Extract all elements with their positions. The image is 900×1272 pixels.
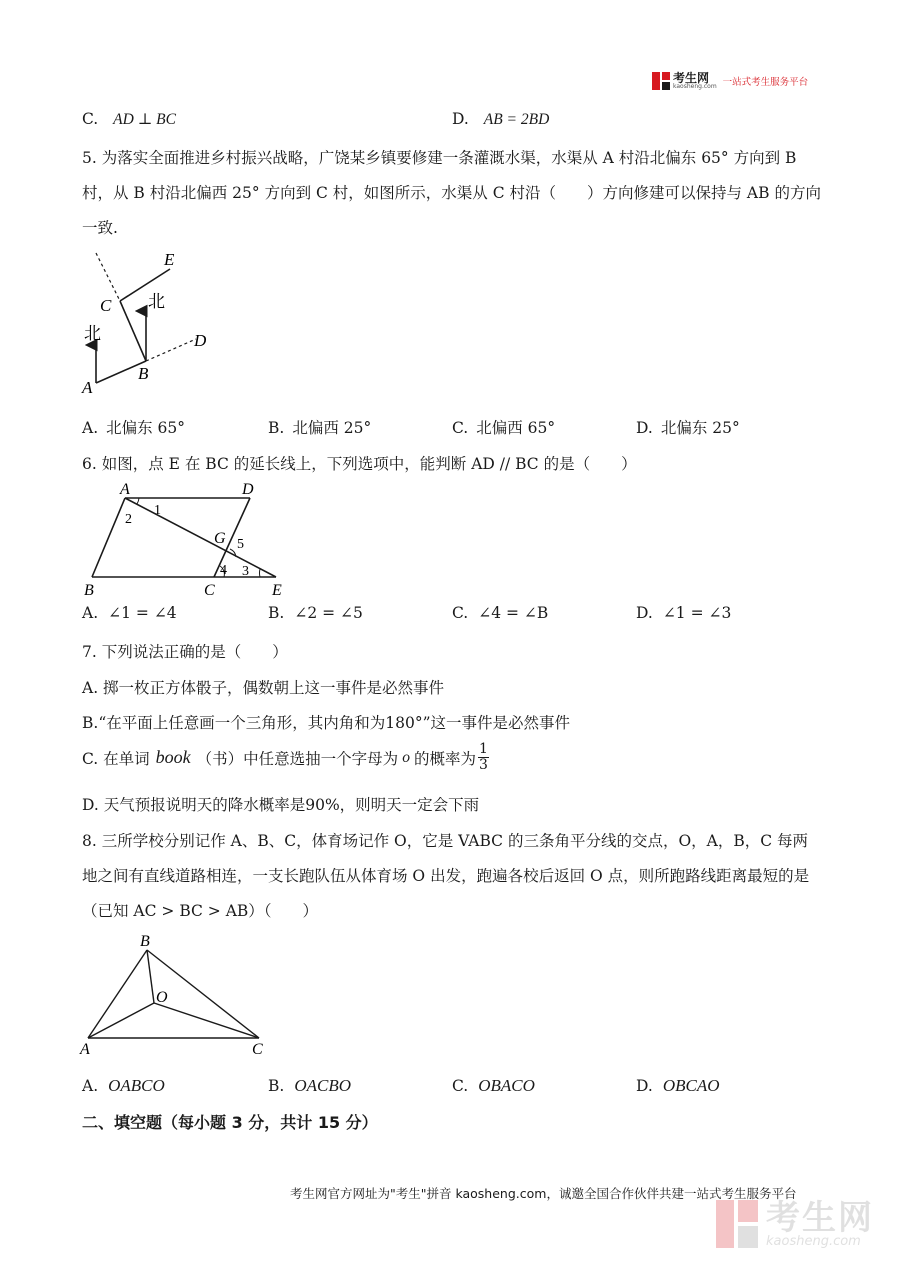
q7-option-b: B.“在平面上任意画一个三角形，其内角和为180°”这一事件是必然事件	[82, 714, 571, 732]
q5-label-b: B	[138, 364, 149, 383]
q6-option-b: B. ∠2 = ∠5	[268, 604, 363, 622]
q6-angle-arc-3	[259, 569, 260, 577]
q8-label-c: C	[252, 1041, 263, 1058]
logo-slogan: 一站式考生服务平台	[722, 77, 809, 88]
q5-stem-line2: 村，从 B 村沿北偏西 25° 方向到 C 村，如图所示，水渠从 C 村沿（ ）方向修建可以保持与 AB 的方向	[82, 184, 821, 202]
q5-stem-line1: 5. 为落实全面推进乡村振兴战略，广饶某乡镇要修建一条灌溉水渠，水渠从 A 村沿北偏东 65° 方向到 B	[82, 149, 797, 167]
q8-line-ab	[88, 950, 147, 1038]
q6-label-1: 1	[154, 503, 161, 518]
q6-label-d: D	[242, 481, 254, 498]
q4-option-c: C. AD ⊥ BC	[82, 110, 176, 128]
q6-option-d: D. ∠1 = ∠3	[636, 604, 732, 622]
footer-text: 考生网官方网址为"考生"拼音 kaosheng.com，诚邀全国合作伙伴共建一站式考生服务平台	[290, 1186, 797, 1201]
q6-line-ae	[125, 498, 276, 577]
logo-domain: kaosheng.com	[673, 83, 717, 90]
q8-option-a: A. OABCO	[82, 1076, 165, 1095]
q8-label-a: A	[80, 1041, 90, 1058]
q5-option-d: D. 北偏东 25°	[636, 419, 740, 437]
q5-label-north-b: 北	[148, 292, 165, 311]
q8-stem-line1: 8. 三所学校分别记作 A、B、C，体育场记作 O，它是 VABC 的三条角平分线的交点，O，A，B，C 每两	[82, 832, 809, 850]
q5-label-north-a: 北	[84, 324, 101, 343]
watermark-logo: 考生网 kaosheng.com	[716, 1200, 874, 1248]
q8-line-ob	[147, 950, 154, 1003]
q8-label-o: O	[156, 989, 168, 1006]
q6-label-g: G	[214, 530, 226, 547]
q5-label-a: A	[82, 378, 93, 397]
q6-label-e: E	[272, 582, 282, 599]
q5-label-c: C	[100, 296, 112, 315]
q5-dashed-bd	[146, 339, 196, 361]
q8-line-oc	[154, 1003, 259, 1038]
q5-label-d: D	[194, 331, 207, 350]
q6-label-3: 3	[242, 564, 249, 579]
q6-angle-arc-1	[137, 498, 139, 504]
q5-option-c: C. 北偏西 65°	[452, 419, 556, 437]
q8-option-c: C. OBACO	[452, 1076, 535, 1095]
q5-stem-line3: 一致.	[82, 219, 118, 237]
q6-figure	[80, 476, 295, 601]
q6-label-5: 5	[237, 537, 244, 552]
q7-fraction: $\frac{1}{3}$	[478, 741, 488, 774]
q5-label-e: E	[164, 250, 175, 269]
q7-option-a: A. 掷一枚正方体骰子，偶数朝上这一事件是必然事件	[82, 679, 445, 697]
q6-label-a: A	[120, 481, 130, 498]
header-logo	[652, 72, 808, 90]
q8-option-b: B. OACBO	[268, 1076, 351, 1095]
q5-option-b: B. 北偏西 25°	[268, 419, 372, 437]
q6-label-4: 4	[220, 563, 227, 578]
q6-label-2: 2	[125, 512, 132, 527]
q8-figure	[76, 930, 276, 1060]
q5-dashed-extension	[96, 253, 120, 301]
q6-option-a: A. ∠1 = ∠4	[82, 604, 177, 622]
q6-option-c: C. ∠4 = ∠B	[452, 604, 549, 622]
q7-option-d: D. 天气预报说明天的降水概率是90%，则明天一定会下雨	[82, 796, 480, 814]
section2-title: 二、填空题（每小题 3 分，共计 15 分）	[82, 1113, 378, 1132]
q6-stem: 6. 如图，点 E 在 BC 的延长线上，下列选项中，能判断 AD // BC 的是（ ）	[82, 455, 637, 473]
logo-name: 考生网	[673, 71, 710, 85]
q8-stem-line2: 地之间有直线道路相连，一支长跑队伍从体育场 O 出发，跑遍各校后返回 O 点，则所跑路线距离最短的是	[82, 867, 810, 885]
q6-label-b: B	[84, 582, 94, 599]
q6-line-ab	[92, 498, 125, 577]
q8-label-b: B	[140, 933, 150, 950]
q4-option-d: D. AB = 2BD	[452, 110, 550, 128]
q5-line-bc	[120, 301, 146, 361]
q8-stem-line3: （已知 AC > BC > AB）（ ）	[82, 902, 319, 920]
q7-option-c: C. 在单词 book （书）中任意选抽一个字母为 o 的概率为 $\frac{1}{3}$	[82, 741, 488, 774]
q7-stem: 7. 下列说法正确的是（ ）	[82, 643, 288, 661]
q8-option-d: D. OBCAO	[636, 1076, 720, 1095]
q6-label-c: C	[204, 582, 215, 599]
watermark-icon	[716, 1200, 760, 1248]
q5-option-a: A. 北偏东 65°	[82, 419, 186, 437]
q5-figure	[70, 245, 230, 400]
logo-icon	[652, 72, 670, 90]
q8-line-oa	[88, 1003, 154, 1038]
